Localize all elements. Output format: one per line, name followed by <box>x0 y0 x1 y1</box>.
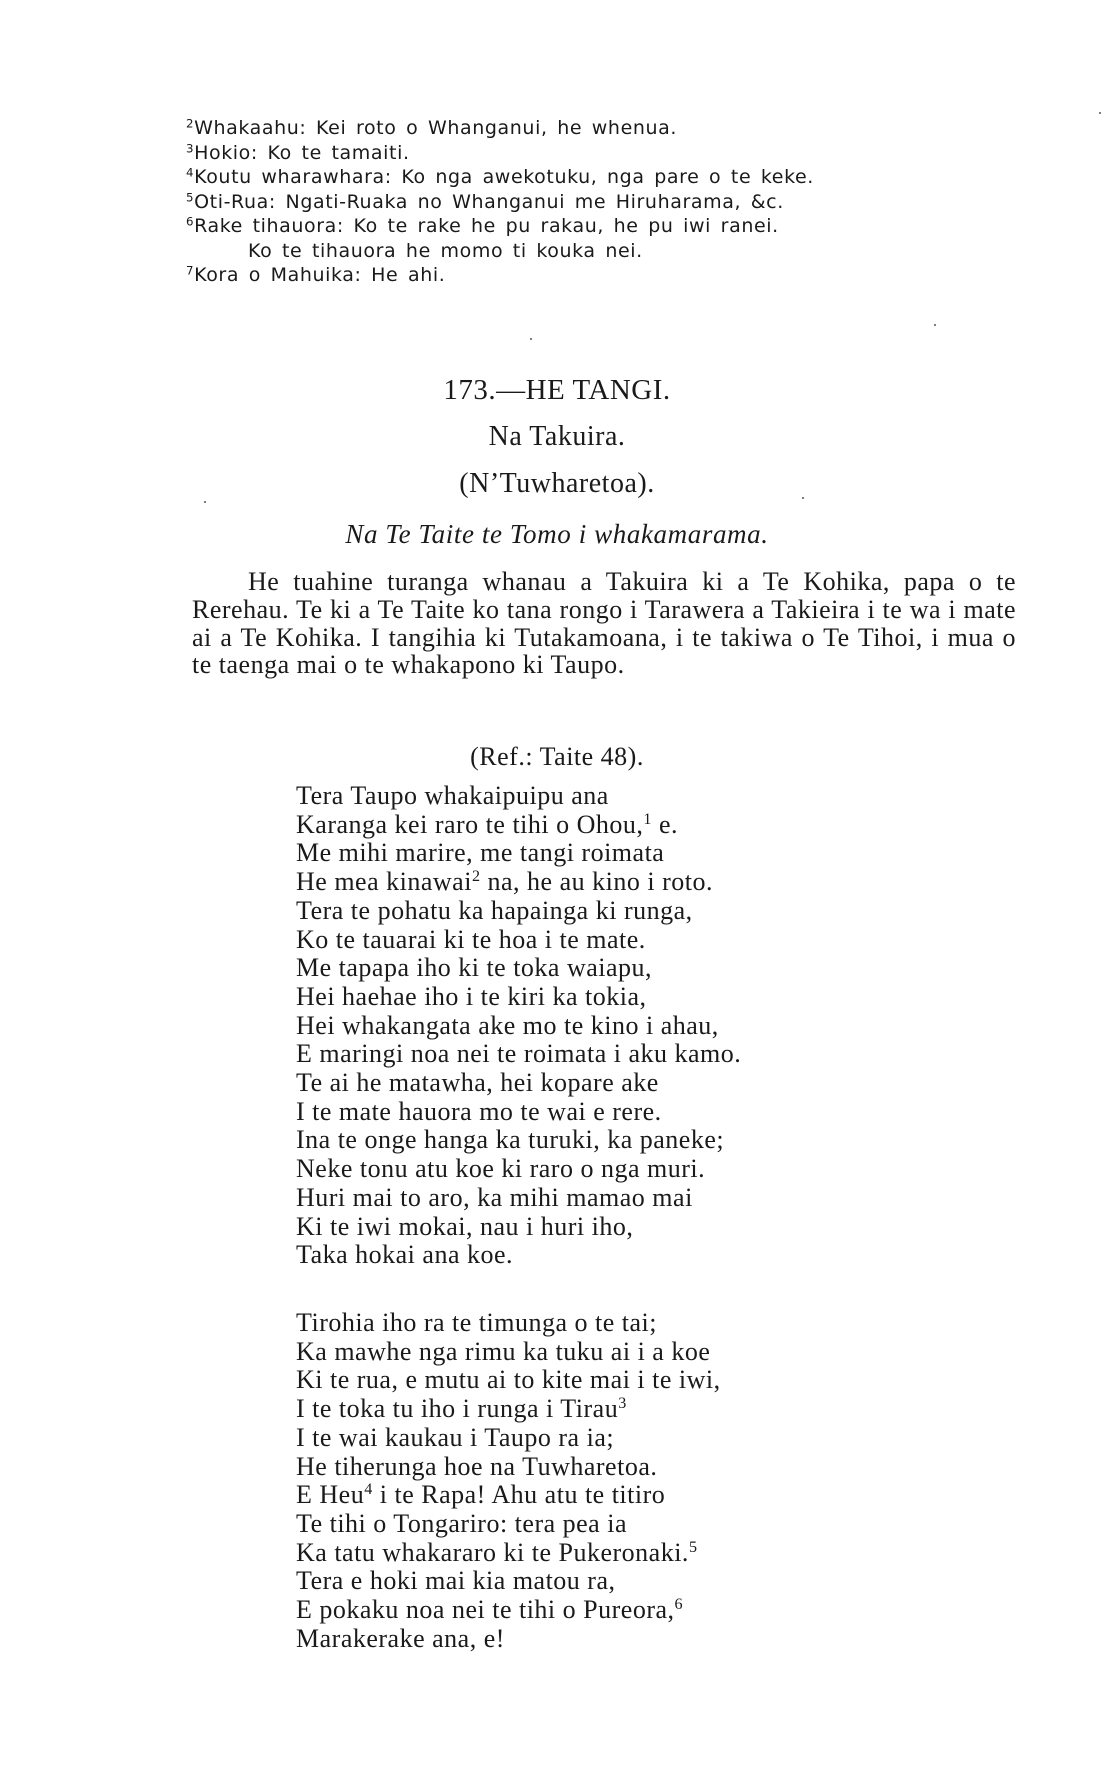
footnote-text: Oti-Rua: Ngati-Ruaka no Whanganui me Hiruharama, &c. <box>194 190 784 213</box>
scan-speck <box>1099 112 1101 114</box>
footnote-number: 7 <box>186 263 195 278</box>
scan-speck <box>934 324 936 326</box>
verse-line: Huri mai to aro, ka mihi mamao mai <box>296 1182 693 1212</box>
footnote <box>186 214 1006 239</box>
verse-line: E pokaku noa nei te tihi o Pureora,$^6$ <box>296 1595 684 1625</box>
explanation-credit: Na Te Taite te Tomo i whakamarama. <box>345 519 769 549</box>
footnote-number: 3 <box>186 141 195 156</box>
tribe-line: (N’Tuwharetoa). <box>459 468 655 499</box>
stanza-2 <box>296 1309 1016 1653</box>
footnote-text: Hokio: Ko te tamaiti. <box>194 141 410 164</box>
verse-line: Ki te rua, e mutu ai to kite mai i te iwi, <box>296 1365 721 1395</box>
verse-line: Marakerake ana, e! <box>296 1623 505 1653</box>
footnote <box>186 263 1006 288</box>
verse-line: Ina te onge hanga ka turuki, ka paneke; <box>296 1125 725 1155</box>
footnotes-block <box>186 116 1006 288</box>
verse-line: Me mihi marire, me tangi roimata <box>296 838 665 868</box>
verse-line: I te wai kaukau i Taupo ra ia; <box>296 1422 615 1452</box>
verse-line: Ka mawhe nga rimu ka tuku ai i a koe <box>296 1336 711 1366</box>
footnote <box>186 116 1006 141</box>
verse-line: Taka hokai ana koe. <box>296 1240 514 1270</box>
footnote-number: 2 <box>186 116 195 131</box>
verse-line: He tiherunga hoe na Tuwharetoa. <box>296 1451 658 1481</box>
reference-line: (Ref.: Taite 48). <box>470 742 644 771</box>
verse-line: Hei haehae iho i te kiri ka tokia, <box>296 981 647 1011</box>
footnote-number: 5 <box>186 190 195 205</box>
footnote-text: Rake tihauora: Ko te rake he pu rakau, he pu iwi ranei. <box>194 215 779 237</box>
verse-line: Tera Taupo whakaipuipu ana <box>296 781 609 810</box>
footnote-number: 4 <box>186 165 195 180</box>
footnote-text: Koutu wharawhara: Ko nga awekotuku, nga pare o te keke. <box>194 166 814 188</box>
footnote-text: Whakaahu: Kei roto o Whanganui, he whenua. <box>194 117 678 139</box>
footnote <box>186 190 1006 215</box>
verse-line: E Heu$^4$ i te Rapa! Ahu atu te titiro <box>296 1480 666 1510</box>
verse-line: Tera e hoki mai kia matou ra, <box>296 1566 616 1596</box>
scan-speck <box>204 501 206 503</box>
footnote <box>186 165 1006 190</box>
footnote-text: Kora o Mahuika: He ahi. <box>194 264 446 286</box>
footnote-continuation <box>186 239 1006 264</box>
scan-speck <box>530 338 532 340</box>
author-line: Na Takuira. <box>488 421 626 452</box>
verse-line: Me tapapa iho ki te toka waiapu, <box>296 953 653 983</box>
verse-line: Neke tonu atu koe ki raro o nga muri. <box>296 1154 706 1184</box>
verse-line: Ko te tauarai ki te hoa i te mate. <box>296 924 646 954</box>
verse-line: I te mate hauora mo te wai e rere. <box>296 1096 662 1126</box>
verse-line: He mea kinawai$^2$ na, he au kino i roto. <box>296 867 713 897</box>
stanza-1 <box>296 782 1016 1270</box>
scan-speck <box>802 497 804 499</box>
verse-line: Ki te iwi mokai, nau i huri iho, <box>296 1211 634 1241</box>
footnote-number: 6 <box>186 214 195 229</box>
verse-line: Ka tatu whakararo ki te Pukeronaki.$^5$ <box>296 1537 698 1567</box>
section-title: 173.—HE TANGI. <box>443 374 671 406</box>
verse-line: I te toka tu iho i runga i Tirau$^3$ <box>296 1394 627 1424</box>
verse-line: Karanga kei raro te tihi o Ohou,$^1$ e. <box>296 809 678 839</box>
footnote <box>186 141 1006 166</box>
verse-line: Te tihi o Tongariro: tera pea ia <box>296 1508 627 1538</box>
verse-line: Tera te pohatu ka hapainga ki runga, <box>296 895 693 925</box>
verse-line: Te ai he matawha, hei kopare ake <box>296 1068 659 1098</box>
verse-line: Hei whakangata ake mo te kino i ahau, <box>296 1010 719 1040</box>
verse-line: E maringi noa nei te roimata i aku kamo. <box>296 1039 742 1069</box>
verse-line: Tirohia iho ra te timunga o te tai; <box>296 1308 657 1337</box>
footnote-text: Ko te tihauora he momo ti kouka nei. <box>248 239 643 262</box>
intro-paragraph: He tuahine turanga whanau a Takuira ki a Te Kohika, papa o te Rerehau. Te ki a Te Taite ko tana rongo i Tarawera a Takieira i te wa i mate ai a Te Kohika. I tangihia ki Tutakamoana, i te takiwa o Te Tihoi, i mua o te taenga mai o te whakapono ki Taupo. <box>192 567 1016 680</box>
